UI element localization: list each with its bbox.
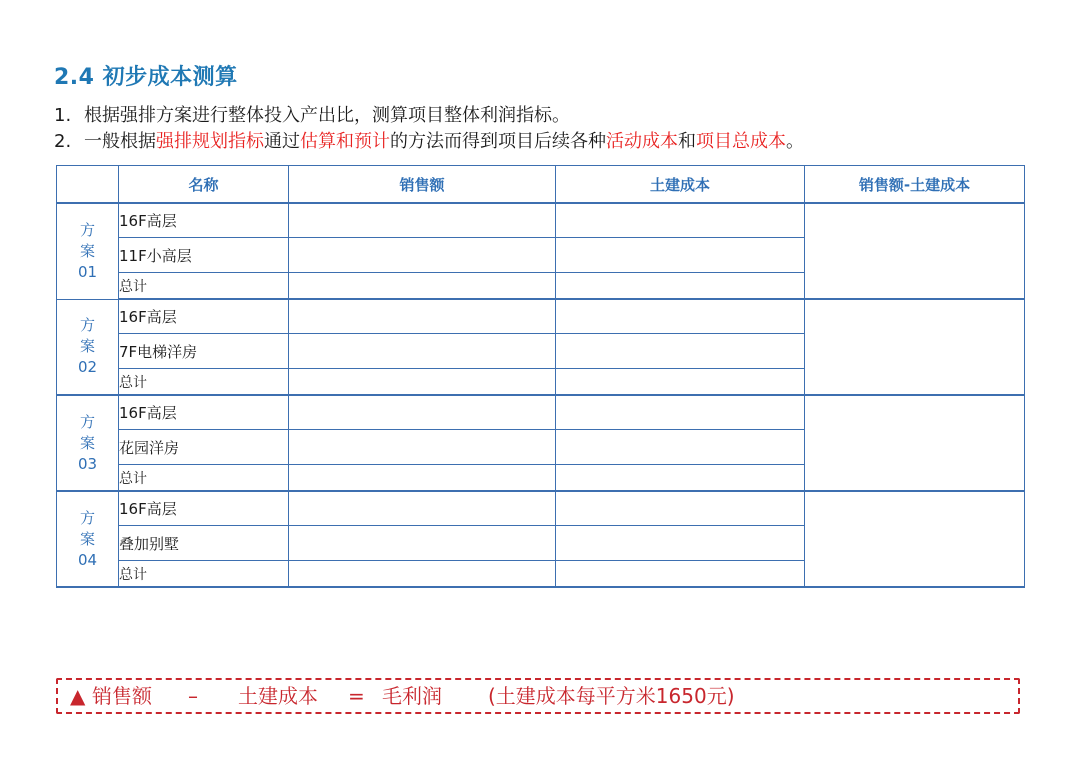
table-row	[57, 395, 1025, 430]
row-name: 16F高层	[119, 299, 289, 334]
sales-cell[interactable]	[289, 561, 556, 588]
profit-cell[interactable]	[805, 299, 1025, 395]
formula-sales: 销售额	[92, 684, 152, 708]
profit-formula-box	[56, 678, 1020, 714]
point-2-seg: 一般根据	[84, 131, 156, 152]
table-row	[57, 299, 1025, 334]
row-name: 16F高层	[119, 491, 289, 526]
point-2-highlight: 项目总成本	[696, 131, 786, 152]
point-2	[54, 127, 804, 153]
cost-cell[interactable]	[556, 238, 805, 273]
cost-cell[interactable]	[556, 395, 805, 430]
formula-result: 毛利润	[382, 684, 442, 708]
header-sales: 销售额	[289, 166, 556, 204]
row-name: 总计	[119, 369, 289, 396]
table-row	[57, 203, 1025, 238]
cost-cell[interactable]	[556, 526, 805, 561]
sales-cell[interactable]	[289, 465, 556, 492]
point-2-number: 2.	[54, 131, 72, 152]
row-name: 总计	[119, 561, 289, 588]
formula-note: (土建成本每平方米1650元)	[488, 684, 735, 708]
sales-cell[interactable]	[289, 430, 556, 465]
point-2-seg: 。	[786, 131, 804, 152]
table-row	[57, 491, 1025, 526]
point-1-number: 1.	[54, 105, 72, 126]
row-name: 11F小高层	[119, 238, 289, 273]
sales-cell[interactable]	[289, 299, 556, 334]
formula-cost: 土建成本	[238, 684, 318, 708]
profit-cell[interactable]	[805, 395, 1025, 491]
row-name: 叠加别墅	[119, 526, 289, 561]
sales-cell[interactable]	[289, 369, 556, 396]
row-name: 总计	[119, 465, 289, 492]
plan-label: 方 案 01	[57, 203, 119, 299]
cost-cell[interactable]	[556, 430, 805, 465]
point-2-seg: 通过	[264, 131, 300, 152]
plan-label: 方 案 04	[57, 491, 119, 587]
point-2-highlight: 估算和预计	[300, 131, 390, 152]
page-title: 2.4 初步成本测算	[54, 65, 238, 90]
profit-cell[interactable]	[805, 491, 1025, 587]
header-name: 名称	[119, 166, 289, 204]
header-blank	[57, 166, 119, 204]
cost-cell[interactable]	[556, 491, 805, 526]
row-name: 7F电梯洋房	[119, 334, 289, 369]
point-2-seg: 的方法而得到项目后续各种	[390, 131, 606, 152]
formula-minus: –	[188, 684, 198, 708]
row-name: 花园洋房	[119, 430, 289, 465]
triangle-icon: ▲	[70, 684, 86, 708]
row-name: 16F高层	[119, 395, 289, 430]
cost-table	[56, 165, 1025, 588]
sales-cell[interactable]	[289, 273, 556, 300]
row-name: 16F高层	[119, 203, 289, 238]
sales-cell[interactable]	[289, 334, 556, 369]
point-2-seg: 和	[678, 131, 696, 152]
plan-label: 方 案 02	[57, 299, 119, 395]
cost-cell[interactable]	[556, 273, 805, 300]
sales-cell[interactable]	[289, 491, 556, 526]
formula-equals: =	[348, 684, 365, 708]
header-construction-cost: 土建成本	[556, 166, 805, 204]
plan-label: 方 案 03	[57, 395, 119, 491]
sales-cell[interactable]	[289, 238, 556, 273]
sales-cell[interactable]	[289, 526, 556, 561]
sales-cell[interactable]	[289, 203, 556, 238]
table-header-row	[57, 166, 1025, 204]
point-1-text: 根据强排方案进行整体投入产出比，测算项目整体利润指标。	[84, 105, 570, 126]
cost-cell[interactable]	[556, 369, 805, 396]
point-1	[54, 101, 570, 127]
cost-cell[interactable]	[556, 561, 805, 588]
row-name: 总计	[119, 273, 289, 300]
cost-cell[interactable]	[556, 203, 805, 238]
header-sales-minus-cost: 销售额-土建成本	[805, 166, 1025, 204]
cost-cell[interactable]	[556, 465, 805, 492]
cost-cell[interactable]	[556, 299, 805, 334]
point-2-highlight: 强排规划指标	[156, 131, 264, 152]
sales-cell[interactable]	[289, 395, 556, 430]
profit-cell[interactable]	[805, 203, 1025, 299]
point-2-highlight: 活动成本	[606, 131, 678, 152]
cost-cell[interactable]	[556, 334, 805, 369]
